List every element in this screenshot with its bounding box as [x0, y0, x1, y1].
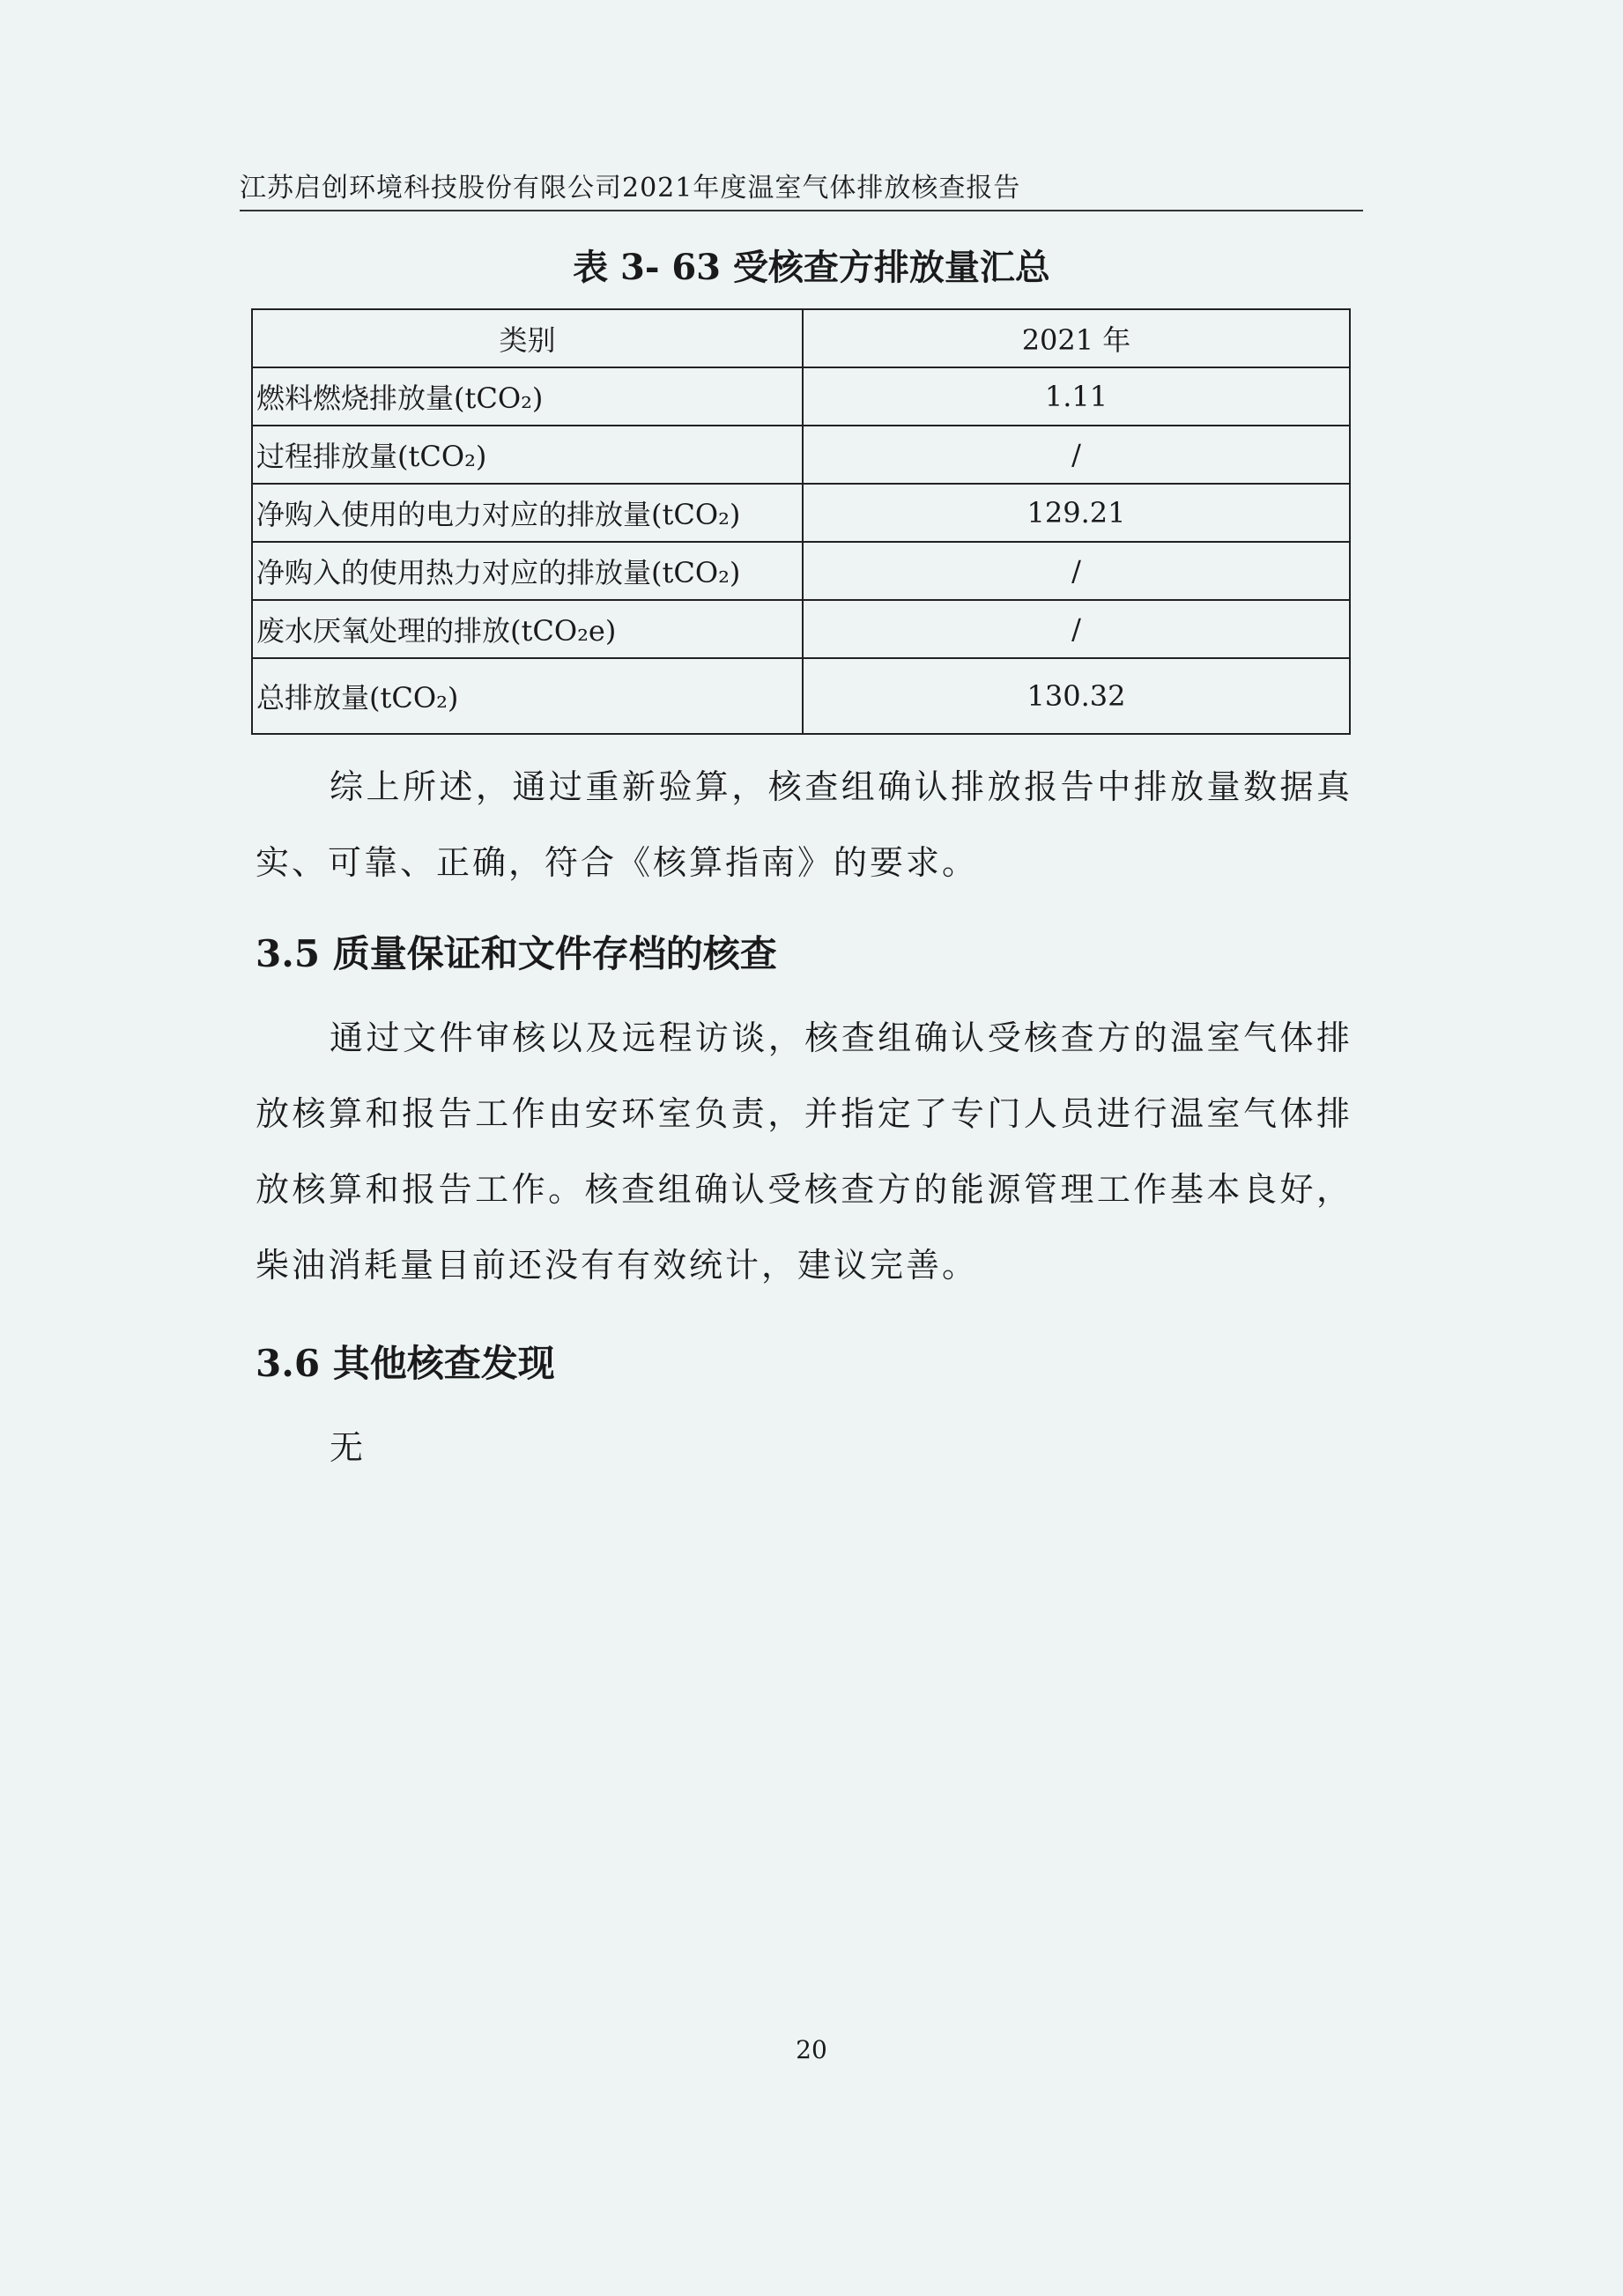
row-value: 1.11	[803, 367, 1350, 426]
emissions-summary-table	[251, 308, 1351, 735]
section-heading-3-6: 3.6 其他核查发现	[256, 1342, 555, 1385]
table-row-total	[252, 658, 1350, 734]
row-value: /	[803, 542, 1350, 600]
page-number: 20	[796, 2035, 827, 2064]
table-row	[252, 484, 1350, 542]
table-header-row	[252, 309, 1350, 367]
row-category: 废水厌氧处理的排放(tCO₂e)	[252, 600, 803, 658]
table-row	[252, 542, 1350, 600]
column-header-year: 2021 年	[803, 309, 1350, 367]
row-category: 净购入使用的电力对应的排放量(tCO₂)	[252, 484, 803, 542]
column-header-category: 类别	[252, 309, 803, 367]
row-category: 总排放量(tCO₂)	[252, 658, 803, 734]
row-category: 过程排放量(tCO₂)	[252, 426, 803, 484]
row-value: 130.32	[803, 658, 1350, 734]
table-caption: 表 3- 63 受核查方排放量汇总	[573, 247, 1050, 288]
page-header: 江苏启创环境科技股份有限公司2021年度温室气体排放核查报告	[240, 166, 1363, 211]
row-value: /	[803, 426, 1350, 484]
table-row	[252, 426, 1350, 484]
section-3-6-paragraph: 无	[330, 1428, 367, 1467]
row-category: 净购入的使用热力对应的排放量(tCO₂)	[252, 542, 803, 600]
row-value: /	[803, 600, 1350, 658]
table-row	[252, 367, 1350, 426]
summary-paragraph: 综上所述，通过重新验算，核查组确认排放报告中排放量数据真实、可靠、正确，符合《核算指南》的要求。	[256, 767, 1352, 882]
row-category: 燃料燃烧排放量(tCO₂)	[252, 367, 803, 426]
section-heading-3-5: 3.5 质量保证和文件存档的核查	[256, 932, 777, 975]
table-row	[252, 600, 1350, 658]
row-value: 129.21	[803, 484, 1350, 542]
section-3-5-paragraph: 通过文件审核以及远程访谈，核查组确认受核查方的温室气体排放核算和报告工作由安环室负责，并指定了专门人员进行温室气体排放核算和报告工作。核查组确认受核查方的能源管理工作基本良好，柴油消耗量目前还没有有效统计，建议完善。	[256, 1018, 1352, 1285]
